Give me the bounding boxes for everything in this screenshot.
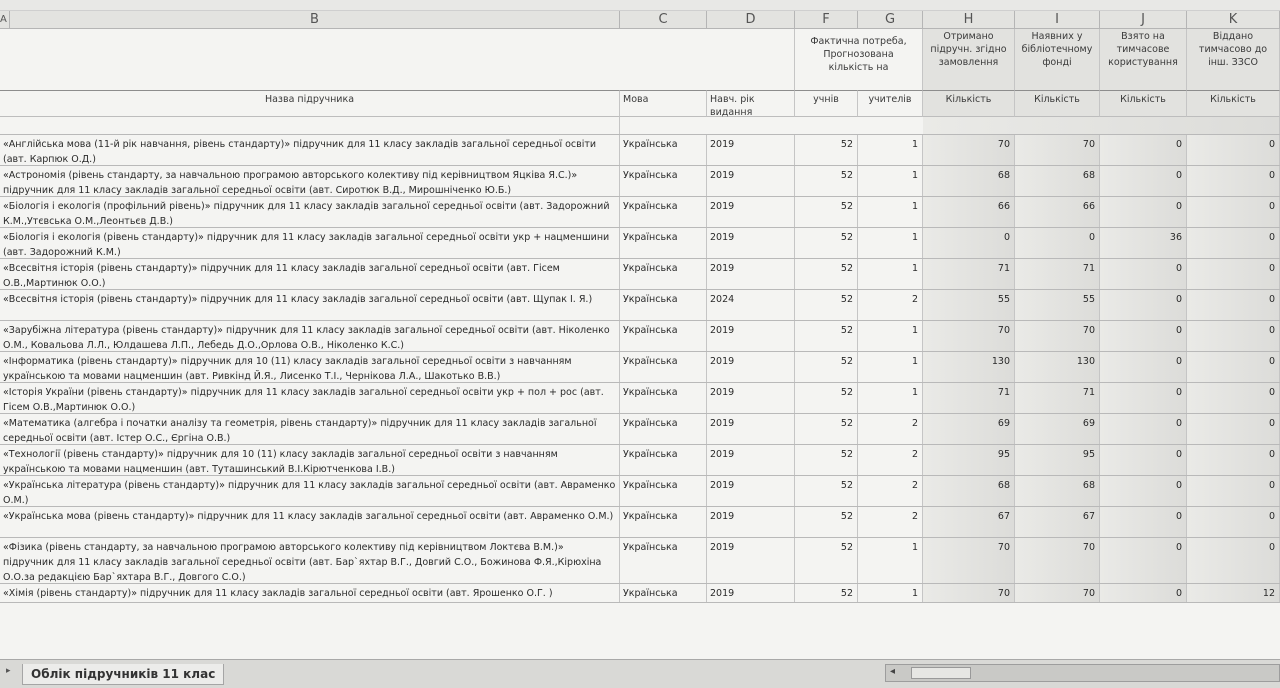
cell-year[interactable]: 2019	[707, 228, 795, 258]
sheet-tab-11-class[interactable]: Облік підручників 11 клас	[22, 664, 224, 685]
cell-teachers[interactable]: 1	[858, 352, 923, 382]
cell-teachers[interactable]: 1	[858, 584, 923, 602]
cell-title[interactable]: «Технології (рівень стандарту)» підручник для 10 (11) класу закладів загальної середньої освіти з навчанням українською та мовами нацменшин (авт. Туташинський В.І.Кірютченкова І.В.)	[0, 445, 620, 475]
cell-lent[interactable]: 0	[1187, 321, 1280, 351]
cell-year[interactable]: 2019	[707, 135, 795, 165]
cell-lent[interactable]: 0	[1187, 445, 1280, 475]
cell-students[interactable]: 52	[795, 259, 858, 289]
cell-teachers[interactable]: 1	[858, 321, 923, 351]
cell-received[interactable]: 0	[923, 228, 1015, 258]
cell-teachers[interactable]: 1	[858, 383, 923, 413]
cell-available[interactable]: 68	[1015, 476, 1100, 506]
subheader-borrowed[interactable]: Кількість	[1100, 90, 1187, 117]
cell-lang[interactable]: Українська	[620, 166, 707, 196]
cell-available[interactable]: 67	[1015, 507, 1100, 537]
header-i-cell[interactable]: Наявних у бібліотечному фонді	[1015, 29, 1100, 90]
cell-students[interactable]: 52	[795, 445, 858, 475]
sheet-tab-bar	[0, 659, 1280, 688]
cell-teachers[interactable]: 1	[858, 135, 923, 165]
horizontal-scrollbar[interactable]	[885, 664, 1280, 682]
col-header-h[interactable]: H	[923, 11, 1015, 28]
table-row[interactable]	[0, 352, 1280, 383]
cell-received[interactable]: 130	[923, 352, 1015, 382]
cell-received[interactable]: 70	[923, 135, 1015, 165]
cell-lang[interactable]: Українська	[620, 290, 707, 320]
cell-students[interactable]: 52	[795, 414, 858, 444]
cell-lang[interactable]: Українська	[620, 228, 707, 258]
cell-borrowed[interactable]: 0	[1100, 290, 1187, 320]
cell-year[interactable]: 2019	[707, 383, 795, 413]
col-header-d[interactable]: D	[707, 11, 795, 28]
table-row[interactable]	[0, 166, 1280, 197]
cell-received[interactable]: 70	[923, 538, 1015, 583]
cell-teachers[interactable]: 1	[858, 538, 923, 583]
cell-available[interactable]: 70	[1015, 538, 1100, 583]
cell-available[interactable]: 70	[1015, 135, 1100, 165]
cell-lent[interactable]: 0	[1187, 352, 1280, 382]
cell-available[interactable]: 66	[1015, 197, 1100, 227]
cell-available[interactable]: 130	[1015, 352, 1100, 382]
subheader-year[interactable]: Навч. рік видання	[707, 90, 795, 117]
table-row[interactable]	[0, 135, 1280, 166]
table-row[interactable]	[0, 259, 1280, 290]
cell-lent[interactable]: 0	[1187, 166, 1280, 196]
cell-received[interactable]: 69	[923, 414, 1015, 444]
col-header-k[interactable]: K	[1187, 11, 1280, 28]
table-row[interactable]	[0, 228, 1280, 259]
cell-borrowed[interactable]: 0	[1100, 166, 1187, 196]
table-row[interactable]	[0, 476, 1280, 507]
table-row[interactable]	[0, 290, 1280, 321]
cell-title[interactable]: «Інформатика (рівень стандарту)» підручник для 10 (11) класу закладів загальної середньої освіти з навчанням українською та мовами нацменшин (авт. Ривкінд Й.Я., Лисенко Т.І., Чернікова Л.А., Шакотько В.В.)	[0, 352, 620, 382]
cell-teachers[interactable]: 1	[858, 228, 923, 258]
cell-teachers[interactable]: 1	[858, 259, 923, 289]
cell-lent[interactable]: 0	[1187, 507, 1280, 537]
cell-borrowed[interactable]: 0	[1100, 197, 1187, 227]
cell-borrowed[interactable]: 0	[1100, 445, 1187, 475]
cell-title[interactable]: «Історія України (рівень стандарту)» підручник для 11 класу закладів загальної середньої освіти укр + пол + рос (авт. Гісем О.В.,Мартинюк О.О.)	[0, 383, 620, 413]
top-strip	[0, 0, 1280, 11]
cell-students[interactable]: 52	[795, 166, 858, 196]
cell-lang[interactable]: Українська	[620, 352, 707, 382]
cell-title[interactable]: «Астрономія (рівень стандарту, за навчальною програмою авторського колективу під керівництвом Яцківа Я.С.)» підручник для 11 класу закладів загальної середньої освіти (авт. Сиротюк В.Д., Мирошніченко Ю.Б.)	[0, 166, 620, 196]
spreadsheet-grid[interactable]	[0, 29, 1280, 659]
cell-students[interactable]: 52	[795, 321, 858, 351]
subheader-students[interactable]: учнів	[795, 90, 858, 117]
cell-students[interactable]: 52	[795, 290, 858, 320]
cell-title[interactable]: «Хімія (рівень стандарту)» підручник для 11 класу закладів загальної середньої освіти (авт. Ярошенко О.Г. )	[0, 584, 620, 602]
cell-lang[interactable]: Українська	[620, 476, 707, 506]
cell-borrowed[interactable]: 0	[1100, 352, 1187, 382]
cell-received[interactable]: 70	[923, 584, 1015, 602]
header-blank-area	[0, 29, 795, 90]
cell-available[interactable]: 0	[1015, 228, 1100, 258]
cell-year[interactable]: 2019	[707, 259, 795, 289]
table-row[interactable]	[0, 321, 1280, 352]
col-header-f[interactable]: F	[795, 11, 858, 28]
cell-lang[interactable]: Українська	[620, 383, 707, 413]
header-k-cell[interactable]: Віддано тимчасово до інш. ЗЗСО	[1187, 29, 1280, 90]
cell-lang[interactable]: Українська	[620, 584, 707, 602]
header-j-cell[interactable]: Взято на тимчасове користування	[1100, 29, 1187, 90]
cell-teachers[interactable]: 2	[858, 414, 923, 444]
cell-available[interactable]: 68	[1015, 166, 1100, 196]
cell-lang[interactable]: Українська	[620, 321, 707, 351]
col-header-b[interactable]: B	[10, 11, 620, 28]
table-row[interactable]	[0, 445, 1280, 476]
cell-year[interactable]: 2019	[707, 352, 795, 382]
cell-received[interactable]: 67	[923, 507, 1015, 537]
cell-teachers[interactable]: 1	[858, 197, 923, 227]
cell-borrowed[interactable]: 0	[1100, 584, 1187, 602]
cell-year[interactable]: 2019	[707, 414, 795, 444]
subheader-lang[interactable]: Мова	[620, 90, 707, 117]
spacer-shade	[923, 117, 1280, 134]
header-fg-cell[interactable]: Фактична потреба, Прогнозована кількість на	[795, 29, 923, 90]
cell-title[interactable]: «Українська мова (рівень стандарту)» підручник для 11 класу закладів загальної середньої освіти (авт. Авраменко О.М.)	[0, 507, 620, 537]
scroll-thumb[interactable]	[911, 667, 971, 679]
cell-year[interactable]: 2019	[707, 197, 795, 227]
cell-title[interactable]: «Математика (алгебра і початки аналізу та геометрія, рівень стандарту)» підручник для 11 класу закладів загальної середньої освіти (авт. Істер О.С., Єргіна О.В.)	[0, 414, 620, 444]
col-header-g[interactable]: G	[858, 11, 923, 28]
cell-students[interactable]: 52	[795, 507, 858, 537]
spacer-row	[0, 117, 1280, 135]
cell-lent[interactable]: 0	[1187, 259, 1280, 289]
cell-received[interactable]: 68	[923, 166, 1015, 196]
cell-year[interactable]: 2019	[707, 445, 795, 475]
cell-lang[interactable]: Українська	[620, 538, 707, 583]
table-row[interactable]	[0, 507, 1280, 538]
table-row[interactable]	[0, 584, 1280, 603]
cell-received[interactable]: 95	[923, 445, 1015, 475]
cell-lang[interactable]: Українська	[620, 259, 707, 289]
cell-teachers[interactable]: 1	[858, 166, 923, 196]
cell-year[interactable]: 2019	[707, 321, 795, 351]
cell-title[interactable]: «Всесвітня історія (рівень стандарту)» підручник для 11 класу закладів загальної середньої освіти (авт. Щупак І. Я.)	[0, 290, 620, 320]
cell-lang[interactable]: Українська	[620, 135, 707, 165]
cell-year[interactable]: 2019	[707, 476, 795, 506]
cell-year[interactable]: 2024	[707, 290, 795, 320]
subheader-title[interactable]: Назва підручника	[0, 90, 620, 117]
col-header-a[interactable]: A	[0, 11, 10, 28]
col-header-c[interactable]: C	[620, 11, 707, 28]
cell-year[interactable]: 2019	[707, 538, 795, 583]
tab-nav-arrow-icon[interactable]: ▸	[6, 666, 11, 676]
subheader-received[interactable]: Кількість	[923, 90, 1015, 117]
cell-lent[interactable]: 0	[1187, 228, 1280, 258]
cell-lent[interactable]: 12	[1187, 584, 1280, 602]
cell-borrowed[interactable]: 0	[1100, 259, 1187, 289]
cell-borrowed[interactable]: 0	[1100, 476, 1187, 506]
cell-lent[interactable]: 0	[1187, 197, 1280, 227]
cell-lent[interactable]: 0	[1187, 135, 1280, 165]
table-row[interactable]	[0, 414, 1280, 445]
cell-received[interactable]: 55	[923, 290, 1015, 320]
cell-title[interactable]: «Зарубіжна література (рівень стандарту)» підручник для 11 класу закладів загальної середньої освіти (авт. Ніколенко О.М., Ковальова Л.Л., Юлдашева Л.П., Лебедь Д.О.,Орлова О.В., Ніколенко К.С.)	[0, 321, 620, 351]
cell-lent[interactable]: 0	[1187, 383, 1280, 413]
cell-available[interactable]: 71	[1015, 383, 1100, 413]
cell-borrowed[interactable]: 0	[1100, 383, 1187, 413]
cell-borrowed[interactable]: 0	[1100, 135, 1187, 165]
cell-teachers[interactable]: 2	[858, 476, 923, 506]
col-header-i[interactable]: I	[1015, 11, 1100, 28]
cell-students[interactable]: 52	[795, 584, 858, 602]
cell-lent[interactable]: 0	[1187, 538, 1280, 583]
cell-students[interactable]: 52	[795, 197, 858, 227]
cell-students[interactable]: 52	[795, 135, 858, 165]
cell-title[interactable]: «Всесвітня історія (рівень стандарту)» підручник для 11 класу закладів загальної середньої освіти (авт. Гісем О.В.,Мартинюк О.О.)	[0, 259, 620, 289]
cell-teachers[interactable]: 2	[858, 507, 923, 537]
cell-received[interactable]: 71	[923, 259, 1015, 289]
cell-teachers[interactable]: 2	[858, 290, 923, 320]
cell-lang[interactable]: Українська	[620, 197, 707, 227]
cell-borrowed[interactable]: 0	[1100, 414, 1187, 444]
cell-available[interactable]: 71	[1015, 259, 1100, 289]
cell-received[interactable]: 68	[923, 476, 1015, 506]
col-header-j[interactable]: J	[1100, 11, 1187, 28]
cell-lang[interactable]: Українська	[620, 414, 707, 444]
cell-year[interactable]: 2019	[707, 507, 795, 537]
cell-available[interactable]: 95	[1015, 445, 1100, 475]
table-row[interactable]	[0, 383, 1280, 414]
cell-available[interactable]: 55	[1015, 290, 1100, 320]
cell-title[interactable]: «Українська література (рівень стандарту)» підручник для 11 класу закладів загальної середньої освіти (авт. Авраменко О.М.)	[0, 476, 620, 506]
subheader-available[interactable]: Кількість	[1015, 90, 1100, 117]
cell-lang[interactable]: Українська	[620, 445, 707, 475]
cell-teachers[interactable]: 2	[858, 445, 923, 475]
table-row[interactable]	[0, 538, 1280, 584]
cell-students[interactable]: 52	[795, 228, 858, 258]
cell-borrowed[interactable]: 0	[1100, 538, 1187, 583]
cell-received[interactable]: 71	[923, 383, 1015, 413]
cell-students[interactable]: 52	[795, 476, 858, 506]
cell-title[interactable]: «Англійська мова (11-й рік навчання, рівень стандарту)» підручник для 11 класу закладів загальної середньої освіти (авт. Карпюк О.Д.)	[0, 135, 620, 165]
cell-available[interactable]: 70	[1015, 584, 1100, 602]
cell-lent[interactable]: 0	[1187, 414, 1280, 444]
cell-students[interactable]: 52	[795, 383, 858, 413]
cell-title[interactable]: «Біологія і екологія (профільний рівень)» підручник для 11 класу закладів загальної середньої освіти (авт. Задорожний К.М.,Утєвська О.М.,Леонтьєв Д.В.)	[0, 197, 620, 227]
cell-students[interactable]: 52	[795, 538, 858, 583]
subheader-teachers[interactable]: учителів	[858, 90, 923, 117]
spacer-cell	[0, 117, 620, 134]
cell-lent[interactable]: 0	[1187, 476, 1280, 506]
cell-title[interactable]: «Фізика (рівень стандарту, за навчальною програмою авторського колективу під керівництвом Локтєва В.М.)» підручник для 11 класу закладів загальної середньої освіти (авт. Бар`яхтар В.Г., Довгий С.О., Божинова Ф.Я.,Кірюхіна О.О.за редакцією Бар`яхтара В.Г., Довгого С.О.)	[0, 538, 620, 583]
cell-students[interactable]: 52	[795, 352, 858, 382]
column-headers	[0, 11, 1280, 29]
cell-available[interactable]: 70	[1015, 321, 1100, 351]
header-h-cell[interactable]: Отримано підручн. згідно замовлення	[923, 29, 1015, 90]
cell-lang[interactable]: Українська	[620, 507, 707, 537]
cell-available[interactable]: 69	[1015, 414, 1100, 444]
scroll-left-icon[interactable]: ◂	[890, 666, 896, 677]
table-row[interactable]	[0, 197, 1280, 228]
cell-received[interactable]: 70	[923, 321, 1015, 351]
cell-borrowed[interactable]: 36	[1100, 228, 1187, 258]
cell-title[interactable]: «Біологія і екологія (рівень стандарту)» підручник для 11 класу закладів загальної середньої освіти укр + нацменшини (авт. Задорожний К.М.)	[0, 228, 620, 258]
cell-borrowed[interactable]: 0	[1100, 321, 1187, 351]
cell-lent[interactable]: 0	[1187, 290, 1280, 320]
subheader-lent[interactable]: Кількість	[1187, 90, 1280, 117]
cell-received[interactable]: 66	[923, 197, 1015, 227]
cell-year[interactable]: 2019	[707, 166, 795, 196]
cell-borrowed[interactable]: 0	[1100, 507, 1187, 537]
cell-year[interactable]: 2019	[707, 584, 795, 602]
